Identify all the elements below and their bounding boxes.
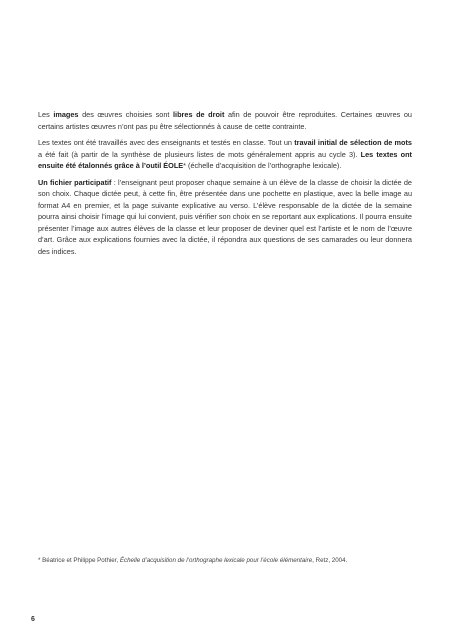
text-run: : l’enseignant peut proposer chaque semaine à un élève de la classe de choisir la dictée de son choix. Chaque dictée peut, à cette fin, être présentée dans une pochette en plastique, avec la belle image au format A4 en premier, et la page suivante explicative au verso. L’élève responsable de la dictée de la semaine pourra ainsi choisir l’image qui lui convient, puis vérifier son choix en se reportant aux explications. Il pourra ensuite présenter l’image aux autres élèves de la classe et leur proposer de deviner quel est l’artiste et le nom de l’œuvre d’art. Grâce aux explications fournies avec la dictée, il répondra aux questions de ses camarades ou leur donnera des indices. <box>38 177 412 256</box>
text-run: afin de pouvoir être reproduites. Certaines œuvres ou certains artistes œuvres n’ont pas pu être sélectionnés à cause de cette contrainte. <box>38 110 412 131</box>
footnote <box>38 556 418 565</box>
bold-etalonnes: Les textes ont ensuite été étalonnés grâce à l’outil ÉOLE <box>38 149 412 170</box>
text-run: Les <box>38 110 54 119</box>
bold-images: images <box>53 110 79 119</box>
footnote-suffix: , Retz, 2004. <box>312 557 348 564</box>
bold-travail-initial: travail initial de sélection de mots <box>294 138 412 147</box>
paragraph-images <box>38 109 412 132</box>
text-run: des œuvres choisies sont <box>78 110 174 119</box>
bold-libres-de-droit: libres de droit <box>173 110 225 119</box>
footnote-prefix: * Béatrice et Philippe Pothier, <box>38 557 120 564</box>
text-run: * (échelle d’acquisition de l’orthographe lexicale). <box>183 161 342 170</box>
main-text <box>38 109 412 257</box>
bold-fichier-participatif: Un fichier participatif <box>38 177 112 187</box>
page-number: 6 <box>31 616 35 623</box>
footnote-title: Échelle d’acquisition de l’orthographe lexicale pour l’école élémentaire <box>119 557 313 564</box>
paragraph-textes <box>38 137 412 172</box>
text-run: a été fait (à partir de la synthèse de plusieurs listes de mots généralement appris au cycle 3). <box>38 149 361 159</box>
paragraph-fichier-participatif <box>38 177 412 258</box>
text-run: Les textes ont été travaillés avec des enseignants et testés en classe. Tout un <box>38 138 295 147</box>
